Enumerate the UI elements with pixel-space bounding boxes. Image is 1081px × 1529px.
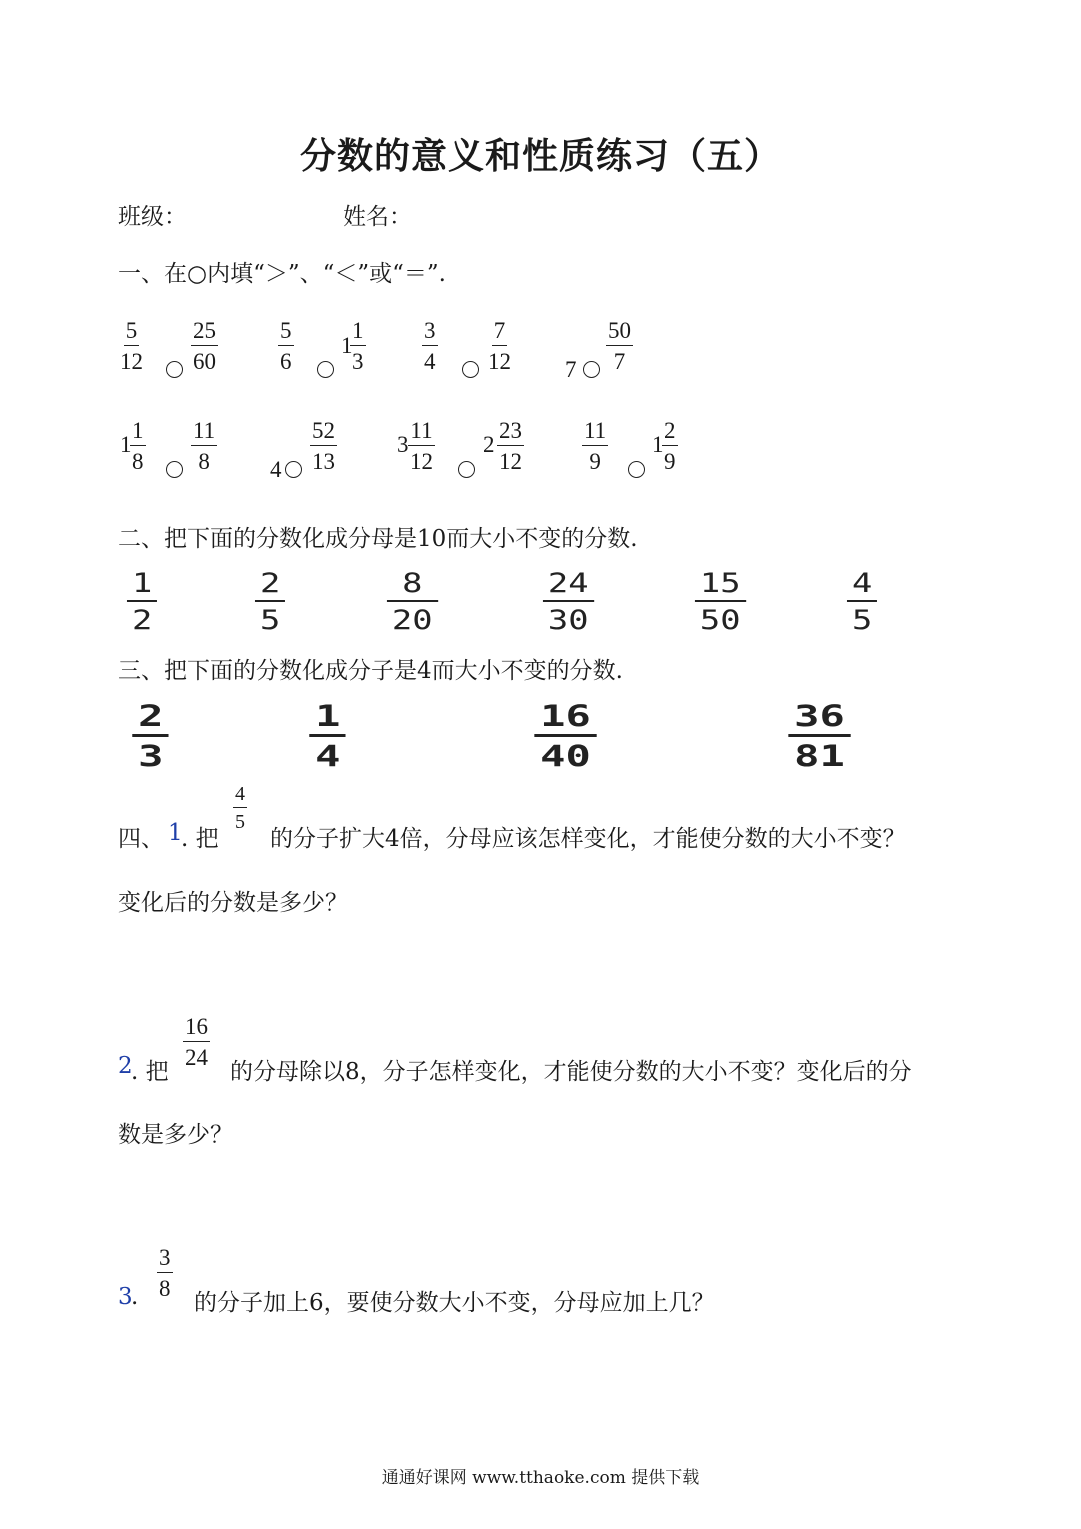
compare-circle[interactable] (317, 361, 334, 378)
question-number: 1 (168, 820, 183, 846)
question-text: 的分子扩大4倍，分母应该怎样变化，才能使分数的大小不变？ (270, 826, 906, 852)
whole-number: 1 (341, 333, 353, 358)
fraction: $\frac{3}{8}$ (159, 1245, 171, 1301)
fraction: 36 81 (788, 702, 850, 771)
class-label: 班级： (118, 204, 187, 230)
question-lead: . 把 (131, 1059, 169, 1085)
fraction: $\frac{5}{6}$ (280, 318, 292, 374)
fraction: $\frac{2}{9}$ (664, 418, 676, 474)
whole-number: 4 (270, 457, 282, 482)
question-text-cont: 变化后的分数是多少？ (118, 890, 348, 916)
fraction: $\frac{1}{3}$ (352, 318, 364, 374)
fraction: 2 5 (255, 570, 285, 634)
fraction: $\frac{16}{24}$ (185, 1014, 208, 1070)
fraction: 15 50 (695, 570, 746, 634)
fraction: 1 4 (309, 702, 346, 771)
fraction: $\frac{1}{8}$ (132, 418, 144, 474)
fraction: $\frac{52}{13}$ (312, 418, 335, 474)
compare-circle[interactable] (285, 461, 302, 478)
compare-circle[interactable] (583, 361, 600, 378)
fraction: $\frac{11}{8}$ (193, 418, 216, 474)
fraction: $\frac{11}{9}$ (584, 418, 607, 474)
fraction: $\frac{25}{60}$ (193, 318, 216, 374)
whole-number: 1 (652, 432, 664, 457)
compare-circle[interactable] (628, 461, 645, 478)
fraction: 16 40 (534, 702, 596, 771)
whole-number: 3 (397, 432, 409, 457)
fraction: $\frac{7}{12}$ (488, 318, 511, 374)
compare-circle[interactable] (462, 361, 479, 378)
fraction: 4 5 (847, 570, 877, 634)
question-number: 3 (118, 1284, 133, 1310)
compare-circle[interactable] (166, 461, 183, 478)
fraction: $\frac{3}{4}$ (424, 318, 436, 374)
fraction: $\frac{11}{12}$ (410, 418, 433, 474)
compare-circle[interactable] (458, 461, 475, 478)
fraction: $\frac{50}{7}$ (608, 318, 631, 374)
question-text: 的分母除以8，分子怎样变化，才能使分数的大小不变？变化后的分 (230, 1059, 912, 1085)
fraction: $\frac{4}{5}$ (235, 783, 245, 833)
section1-heading: 一、在○内填“＞”、“＜”或“＝”. (118, 261, 446, 287)
fraction: 24 30 (543, 570, 594, 634)
whole-number: 2 (483, 432, 495, 457)
name-label: 姓名： (343, 204, 412, 230)
fraction: $\frac{23}{12}$ (499, 418, 522, 474)
question-lead: . 把 (181, 826, 219, 852)
fraction: $\frac{5}{12}$ (120, 318, 143, 374)
compare-circle[interactable] (166, 361, 183, 378)
fraction: 1 2 (127, 570, 157, 634)
page-title: 分数的意义和性质练习（五） (299, 136, 781, 177)
whole-number: 7 (565, 357, 577, 382)
footer-credit: 通通好课网 www.tthaoke.com 提供下载 (381, 1468, 700, 1488)
question-text-cont: 数是多少？ (118, 1122, 233, 1148)
question-number: 2 (118, 1053, 133, 1079)
question-text: 的分子加上6，要使分数大小不变，分母应加上几？ (194, 1290, 715, 1316)
section2-heading: 二、把下面的分数化成分母是10而大小不变的分数. (118, 526, 638, 552)
section4-prefix: 四、 (118, 826, 164, 852)
section3-heading: 三、把下面的分数化成分子是4而大小不变的分数. (118, 658, 623, 684)
whole-number: 1 (120, 432, 132, 457)
question-lead: . (131, 1284, 139, 1310)
fraction: 8 20 (387, 570, 438, 634)
fraction: 2 3 (132, 702, 169, 771)
